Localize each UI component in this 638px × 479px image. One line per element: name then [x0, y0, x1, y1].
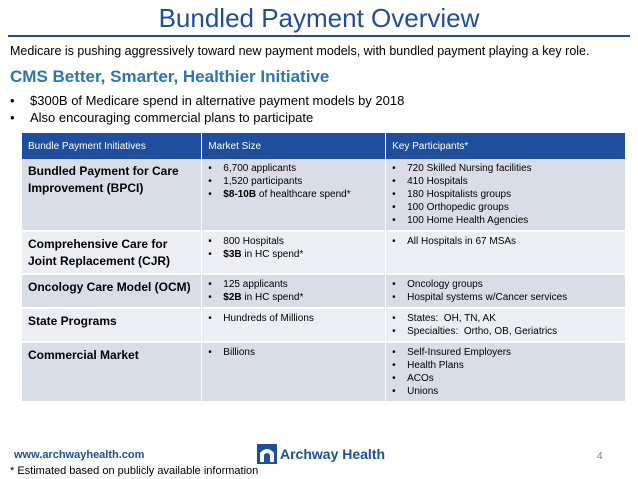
- header-key-participants: Key Participants*: [386, 133, 626, 159]
- market-size-text: [223, 346, 255, 359]
- participant-item: [392, 188, 619, 201]
- bullet-text: $300B of Medicare spend in alternative payment models by 2018: [30, 93, 405, 108]
- market-size-cell: [202, 308, 386, 342]
- market-size-cell: [202, 231, 386, 274]
- market-size-suffix: in HC spend*: [241, 292, 304, 303]
- initiative-name: Bundled Payment for Care Improvement (BPCI): [22, 159, 202, 231]
- market-size-item: [208, 291, 379, 304]
- participant-text: All Hospitals in 67 MSAs: [407, 236, 517, 247]
- bullet-icon: •: [208, 292, 212, 303]
- title-divider: [8, 35, 630, 37]
- bullet-icon: •: [392, 163, 396, 174]
- market-size-value: 800 Hospitals: [223, 236, 284, 247]
- initiative-name: Comprehensive Care for Joint Replacement (CJR): [22, 231, 202, 274]
- participant-text: States: OH, TN, AK: [407, 313, 496, 324]
- market-size-item: [208, 248, 379, 261]
- market-size-highlight: $3B: [223, 249, 242, 260]
- market-size-text: [223, 188, 350, 201]
- participant-text: 100 Orthopedic groups: [407, 202, 509, 213]
- header-initiatives: Bundle Payment Initiatives: [22, 133, 202, 159]
- participant-text: Oncology groups: [407, 279, 483, 290]
- market-size-text: [223, 175, 302, 188]
- participant-item: [392, 385, 619, 398]
- bullet-icon: •: [208, 313, 212, 324]
- market-size-text: [223, 278, 288, 291]
- participant-item: [392, 359, 619, 372]
- bullet-icon: •: [208, 249, 212, 260]
- participant-text: 410 Hospitals: [407, 176, 468, 187]
- participant-text: Specialties: Ortho, OB, Geriatrics: [407, 326, 558, 337]
- table-header-row: [22, 133, 626, 159]
- bullet-icon: •: [392, 326, 396, 337]
- initiative-bullets: [10, 92, 404, 126]
- market-size-item: [208, 278, 379, 291]
- market-size-value: Billions: [223, 347, 255, 358]
- table-row: [22, 342, 626, 402]
- participant-text: Unions: [407, 386, 439, 397]
- initiative-name: State Programs: [22, 308, 202, 342]
- market-size-item: [208, 235, 379, 248]
- participant-item: [392, 372, 619, 385]
- bullet-icon: •: [10, 93, 15, 108]
- market-size-value: 6,700 applicants: [223, 163, 297, 174]
- bullet-icon: •: [208, 347, 212, 358]
- market-size-suffix: in HC spend*: [241, 249, 304, 260]
- bullet-icon: •: [392, 202, 396, 213]
- section-heading: CMS Better, Smarter, Healthier Initiative: [10, 67, 330, 86]
- market-size-text: [223, 248, 303, 261]
- key-participants-cell: [386, 342, 626, 402]
- market-size-cell: [202, 159, 386, 231]
- bullet-icon: •: [208, 236, 212, 247]
- bullet-icon: •: [392, 360, 396, 371]
- key-participants-cell: [386, 274, 626, 308]
- participant-item: [392, 312, 619, 325]
- participant-text: 720 Skilled Nursing facilities: [407, 163, 532, 174]
- participant-item: [392, 214, 619, 227]
- bullet-icon: •: [392, 347, 396, 358]
- market-size-text: [223, 162, 296, 175]
- footnote: * Estimated based on publicly available information: [10, 465, 259, 477]
- bullet-icon: •: [392, 313, 396, 324]
- bullet-icon: •: [208, 176, 212, 187]
- participant-text: ACOs: [407, 373, 434, 384]
- market-size-item: [208, 188, 379, 201]
- market-size-item: [208, 162, 379, 175]
- table-row: [22, 274, 626, 308]
- archway-logo-icon: [257, 444, 277, 464]
- market-size-highlight: $2B: [223, 292, 242, 303]
- table-row: [22, 231, 626, 274]
- key-participants-cell: [386, 231, 626, 274]
- logo-text: Archway Health: [280, 446, 386, 462]
- participant-item: [392, 175, 619, 188]
- market-size-highlight: $8-10B: [223, 189, 257, 200]
- bullet-item: [10, 109, 404, 126]
- participant-text: 180 Hospitalists groups: [407, 189, 512, 200]
- bullet-icon: •: [392, 176, 396, 187]
- footer-url: www.archwayhealth.com: [14, 449, 145, 461]
- participant-item: [392, 201, 619, 214]
- participant-item: [392, 278, 619, 291]
- bullet-icon: •: [10, 110, 15, 125]
- market-size-item: [208, 175, 379, 188]
- participant-item: [392, 162, 619, 175]
- participant-item: [392, 346, 619, 359]
- bundle-payment-table: [22, 133, 626, 403]
- bullet-icon: •: [392, 279, 396, 290]
- market-size-text: [223, 312, 314, 325]
- table-row: [22, 308, 626, 342]
- key-participants-cell: [386, 159, 626, 231]
- participant-item: [392, 235, 619, 248]
- bullet-text: Also encouraging commercial plans to participate: [30, 110, 314, 125]
- participant-item: [392, 325, 619, 338]
- bullet-icon: •: [392, 386, 396, 397]
- market-size-text: [223, 291, 303, 304]
- bullet-icon: •: [208, 189, 212, 200]
- bullet-item: [10, 92, 404, 109]
- participant-text: Hospital systems w/Cancer services: [407, 292, 568, 303]
- bullet-icon: •: [392, 236, 396, 247]
- bullet-icon: •: [392, 373, 396, 384]
- slide-title: Bundled Payment Overview: [158, 3, 480, 33]
- initiative-name: Oncology Care Model (OCM): [22, 274, 202, 308]
- bullet-icon: •: [208, 163, 212, 174]
- bullet-icon: •: [392, 292, 396, 303]
- market-size-item: [208, 346, 379, 359]
- initiative-name: Commercial Market: [22, 342, 202, 402]
- participant-text: Self-Insured Employers: [407, 347, 512, 358]
- slide-subtitle: Medicare is pushing aggressively toward new payment models, with bundled payment playing a key role.: [10, 44, 590, 58]
- table-row: [22, 159, 626, 231]
- bullet-icon: •: [392, 189, 396, 200]
- market-size-value: Hundreds of Millions: [223, 313, 314, 324]
- market-size-item: [208, 312, 379, 325]
- header-market-size: Market Size: [202, 133, 386, 159]
- market-size-text: [223, 235, 284, 248]
- bullet-icon: •: [392, 215, 396, 226]
- page-number: 4: [597, 451, 603, 462]
- key-participants-cell: [386, 308, 626, 342]
- market-size-value: 125 applicants: [223, 279, 288, 290]
- participant-item: [392, 291, 619, 304]
- market-size-cell: [202, 274, 386, 308]
- participant-text: 100 Home Health Agencies: [407, 215, 529, 226]
- market-size-suffix: of healthcare spend*: [256, 189, 351, 200]
- market-size-value: 1,520 participants: [223, 176, 303, 187]
- participant-text: Health Plans: [407, 360, 464, 371]
- archway-logo: [257, 444, 385, 464]
- bullet-icon: •: [208, 279, 212, 290]
- market-size-cell: [202, 342, 386, 402]
